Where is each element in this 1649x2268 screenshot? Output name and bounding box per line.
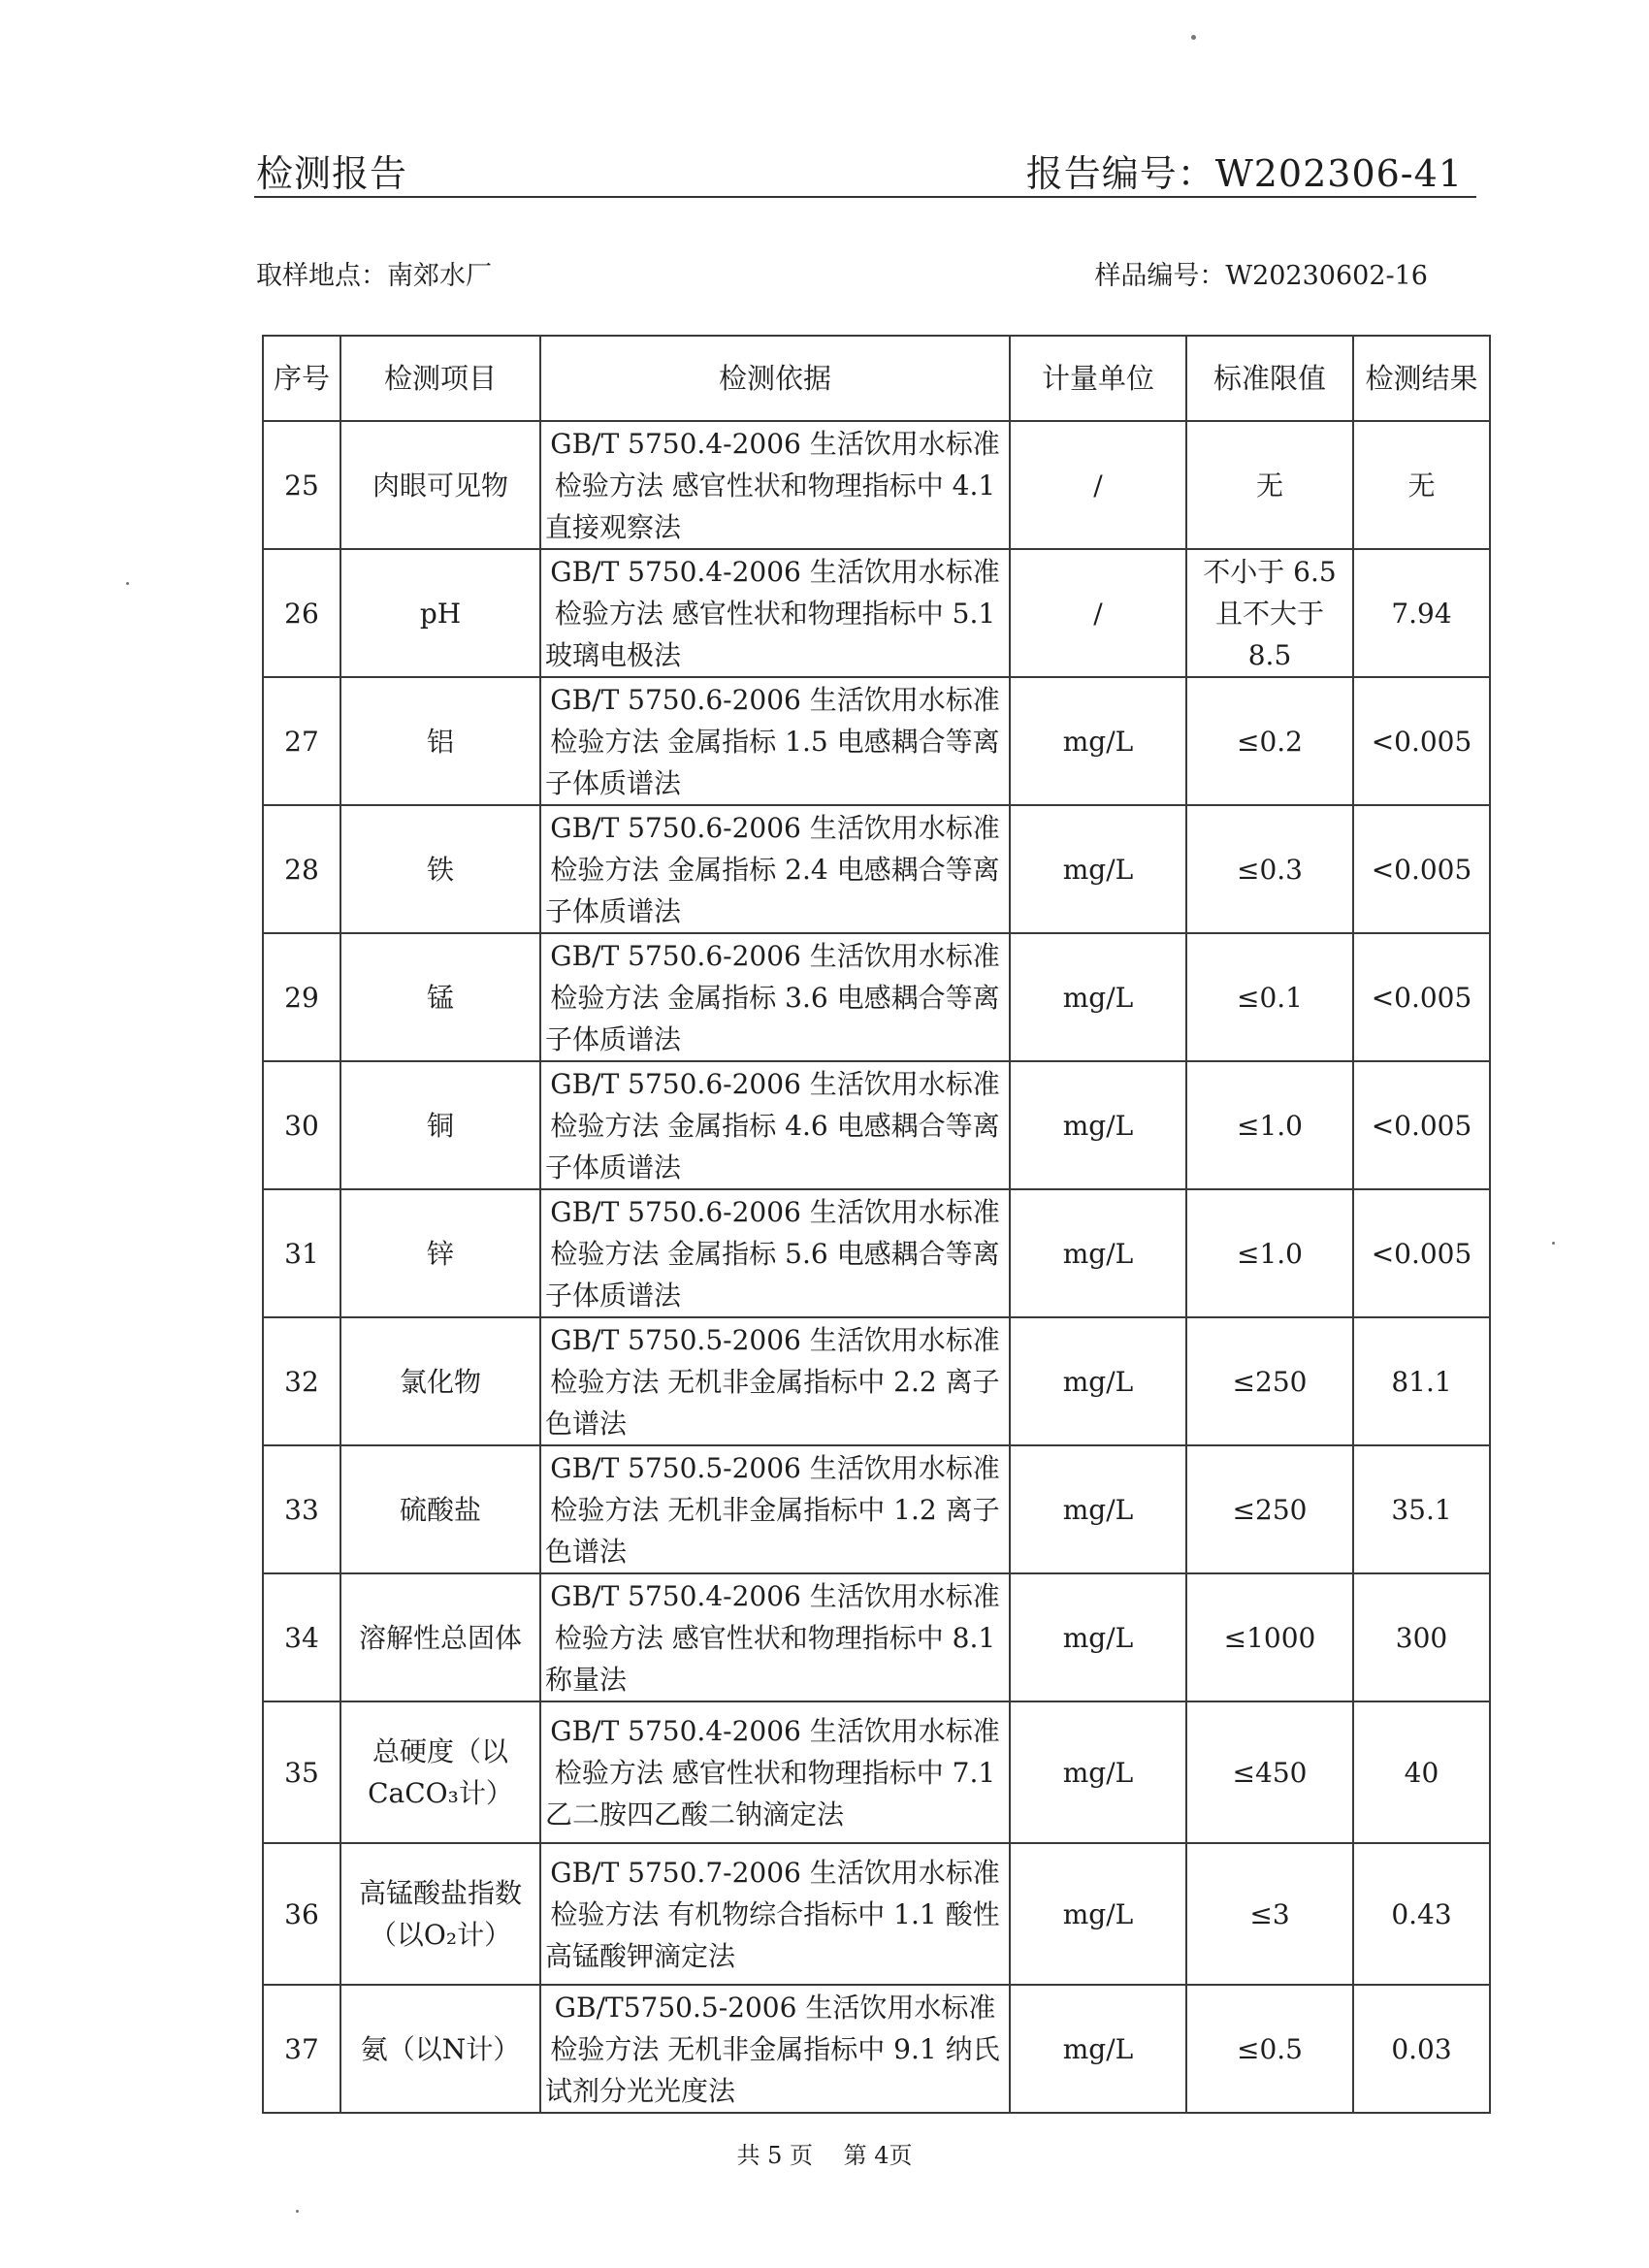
cell-unit: mg/L xyxy=(1010,1189,1186,1317)
cell-basis: GB/T 5750.6-2006 生活饮用水标准检验方法 金属指标 1.5 电感耦合等离子体质谱法 xyxy=(540,677,1010,805)
cell-item: 锌 xyxy=(340,1189,540,1317)
report-title: 检测报告 xyxy=(256,152,408,195)
cell-result: 0.03 xyxy=(1353,1985,1490,2113)
cell-limit: ≤450 xyxy=(1186,1701,1353,1843)
cell-item: 氯化物 xyxy=(340,1317,540,1445)
cell-limit: ≤1.0 xyxy=(1186,1189,1353,1317)
cell-basis: GB/T 5750.6-2006 生活饮用水标准检验方法 金属指标 3.6 电感耦合等离子体质谱法 xyxy=(540,933,1010,1061)
cell-item: 肉眼可见物 xyxy=(340,421,540,549)
col-header-limit: 标准限值 xyxy=(1186,336,1353,421)
cell-item: pH xyxy=(340,549,540,677)
table-row xyxy=(263,933,1490,1061)
cell-unit: / xyxy=(1010,549,1186,677)
cell-item: 锰 xyxy=(340,933,540,1061)
cell-unit: mg/L xyxy=(1010,1445,1186,1573)
cell-no: 26 xyxy=(263,549,340,677)
cell-basis: GB/T 5750.6-2006 生活饮用水标准检验方法 金属指标 2.4 电感耦合等离子体质谱法 xyxy=(540,805,1010,933)
scan-speck xyxy=(296,2210,299,2213)
cell-result: 40 xyxy=(1353,1701,1490,1843)
cell-unit: mg/L xyxy=(1010,1843,1186,1985)
table-row xyxy=(263,677,1490,805)
table-row xyxy=(263,1843,1490,1985)
cell-limit: ≤0.5 xyxy=(1186,1985,1353,2113)
table-row xyxy=(263,1445,1490,1573)
cell-result: 无 xyxy=(1353,421,1490,549)
cell-no: 33 xyxy=(263,1445,340,1573)
col-header-basis: 检测依据 xyxy=(540,336,1010,421)
cell-no: 34 xyxy=(263,1573,340,1701)
cell-item: 溶解性总固体 xyxy=(340,1573,540,1701)
scan-speck xyxy=(1552,1242,1555,1245)
cell-item: 铜 xyxy=(340,1061,540,1189)
col-header-no: 序号 xyxy=(263,336,340,421)
table-row xyxy=(263,1985,1490,2113)
cell-basis: GB/T 5750.6-2006 生活饮用水标准检验方法 金属指标 4.6 电感耦合等离子体质谱法 xyxy=(540,1061,1010,1189)
cell-result: <0.005 xyxy=(1353,1189,1490,1317)
cell-item: 高锰酸盐指数（以O₂计） xyxy=(340,1843,540,1985)
cell-no: 31 xyxy=(263,1189,340,1317)
cell-result: 0.43 xyxy=(1353,1843,1490,1985)
cell-basis: GB/T 5750.4-2006 生活饮用水标准检验方法 感官性状和物理指标中 5.1 玻璃电极法 xyxy=(540,549,1010,677)
table-row xyxy=(263,805,1490,933)
cell-result: <0.005 xyxy=(1353,677,1490,805)
cell-unit: mg/L xyxy=(1010,1985,1186,2113)
results-table xyxy=(262,335,1491,2114)
sampling-location: 取样地点：南郊水厂 xyxy=(256,261,492,291)
cell-basis: GB/T 5750.5-2006 生活饮用水标准检验方法 无机非金属指标中 2.2 离子色谱法 xyxy=(540,1317,1010,1445)
cell-item: 硫酸盐 xyxy=(340,1445,540,1573)
cell-result: <0.005 xyxy=(1353,805,1490,933)
cell-limit: ≤1.0 xyxy=(1186,1061,1353,1189)
cell-limit: ≤0.1 xyxy=(1186,933,1353,1061)
cell-limit: 无 xyxy=(1186,421,1353,549)
cell-limit: ≤0.3 xyxy=(1186,805,1353,933)
table-row xyxy=(263,1317,1490,1445)
cell-no: 36 xyxy=(263,1843,340,1985)
col-header-unit: 计量单位 xyxy=(1010,336,1186,421)
cell-unit: / xyxy=(1010,421,1186,549)
cell-limit: ≤3 xyxy=(1186,1843,1353,1985)
cell-no: 37 xyxy=(263,1985,340,2113)
scan-speck xyxy=(126,582,129,585)
cell-basis: GB/T 5750.4-2006 生活饮用水标准检验方法 感官性状和物理指标中 8.1 称量法 xyxy=(540,1573,1010,1701)
cell-basis: GB/T 5750.4-2006 生活饮用水标准检验方法 感官性状和物理指标中 4.1 直接观察法 xyxy=(540,421,1010,549)
table-row xyxy=(263,1061,1490,1189)
cell-limit: ≤1000 xyxy=(1186,1573,1353,1701)
cell-basis: GB/T5750.5-2006 生活饮用水标准检验方法 无机非金属指标中 9.1 纳氏试剂分光光度法 xyxy=(540,1985,1010,2113)
page-footer xyxy=(0,2136,1649,2170)
cell-no: 25 xyxy=(263,421,340,549)
col-header-result: 检测结果 xyxy=(1353,336,1490,421)
cell-basis: GB/T 5750.7-2006 生活饮用水标准检验方法 有机物综合指标中 1.1 酸性高锰酸钾滴定法 xyxy=(540,1843,1010,1985)
table-header-row xyxy=(263,336,1490,421)
scan-speck xyxy=(1191,35,1196,40)
table-row xyxy=(263,549,1490,677)
cell-item: 总硬度（以CaCO₃计） xyxy=(340,1701,540,1843)
cell-no: 30 xyxy=(263,1061,340,1189)
cell-result: <0.005 xyxy=(1353,1061,1490,1189)
report-header xyxy=(254,136,1476,198)
cell-unit: mg/L xyxy=(1010,1573,1186,1701)
cell-result: 300 xyxy=(1353,1573,1490,1701)
cell-limit: ≤250 xyxy=(1186,1317,1353,1445)
cell-unit: mg/L xyxy=(1010,1317,1186,1445)
cell-unit: mg/L xyxy=(1010,1701,1186,1843)
cell-limit: 不小于 6.5 且不大于 8.5 xyxy=(1186,549,1353,677)
sample-number: 样品编号：W20230602-16 xyxy=(1094,261,1428,291)
cell-basis: GB/T 5750.4-2006 生活饮用水标准检验方法 感官性状和物理指标中 7.1 乙二胺四乙酸二钠滴定法 xyxy=(540,1701,1010,1843)
table-row xyxy=(263,1701,1490,1843)
cell-unit: mg/L xyxy=(1010,1061,1186,1189)
cell-no: 35 xyxy=(263,1701,340,1843)
cell-unit: mg/L xyxy=(1010,933,1186,1061)
cell-unit: mg/L xyxy=(1010,677,1186,805)
cell-basis: GB/T 5750.5-2006 生活饮用水标准检验方法 无机非金属指标中 1.2 离子色谱法 xyxy=(540,1445,1010,1573)
cell-item: 铝 xyxy=(340,677,540,805)
col-header-item: 检测项目 xyxy=(340,336,540,421)
cell-no: 28 xyxy=(263,805,340,933)
cell-basis: GB/T 5750.6-2006 生活饮用水标准检验方法 金属指标 5.6 电感耦合等离子体质谱法 xyxy=(540,1189,1010,1317)
cell-result: 81.1 xyxy=(1353,1317,1490,1445)
cell-result: <0.005 xyxy=(1353,933,1490,1061)
cell-result: 35.1 xyxy=(1353,1445,1490,1573)
cell-limit: ≤0.2 xyxy=(1186,677,1353,805)
cell-limit: ≤250 xyxy=(1186,1445,1353,1573)
table-row xyxy=(263,1189,1490,1317)
results-table-container xyxy=(262,335,1489,2114)
table-row xyxy=(263,1573,1490,1701)
cell-no: 27 xyxy=(263,677,340,805)
current-page: 第 4页 xyxy=(843,2142,913,2169)
table-row xyxy=(263,421,1490,549)
cell-no: 29 xyxy=(263,933,340,1061)
cell-item: 氨（以N计） xyxy=(340,1985,540,2113)
total-pages: 共 5 页 xyxy=(736,2142,813,2169)
cell-unit: mg/L xyxy=(1010,805,1186,933)
report-number: 报告编号：W202306-41 xyxy=(1025,152,1463,195)
cell-result: 7.94 xyxy=(1353,549,1490,677)
cell-no: 32 xyxy=(263,1317,340,1445)
cell-item: 铁 xyxy=(340,805,540,933)
